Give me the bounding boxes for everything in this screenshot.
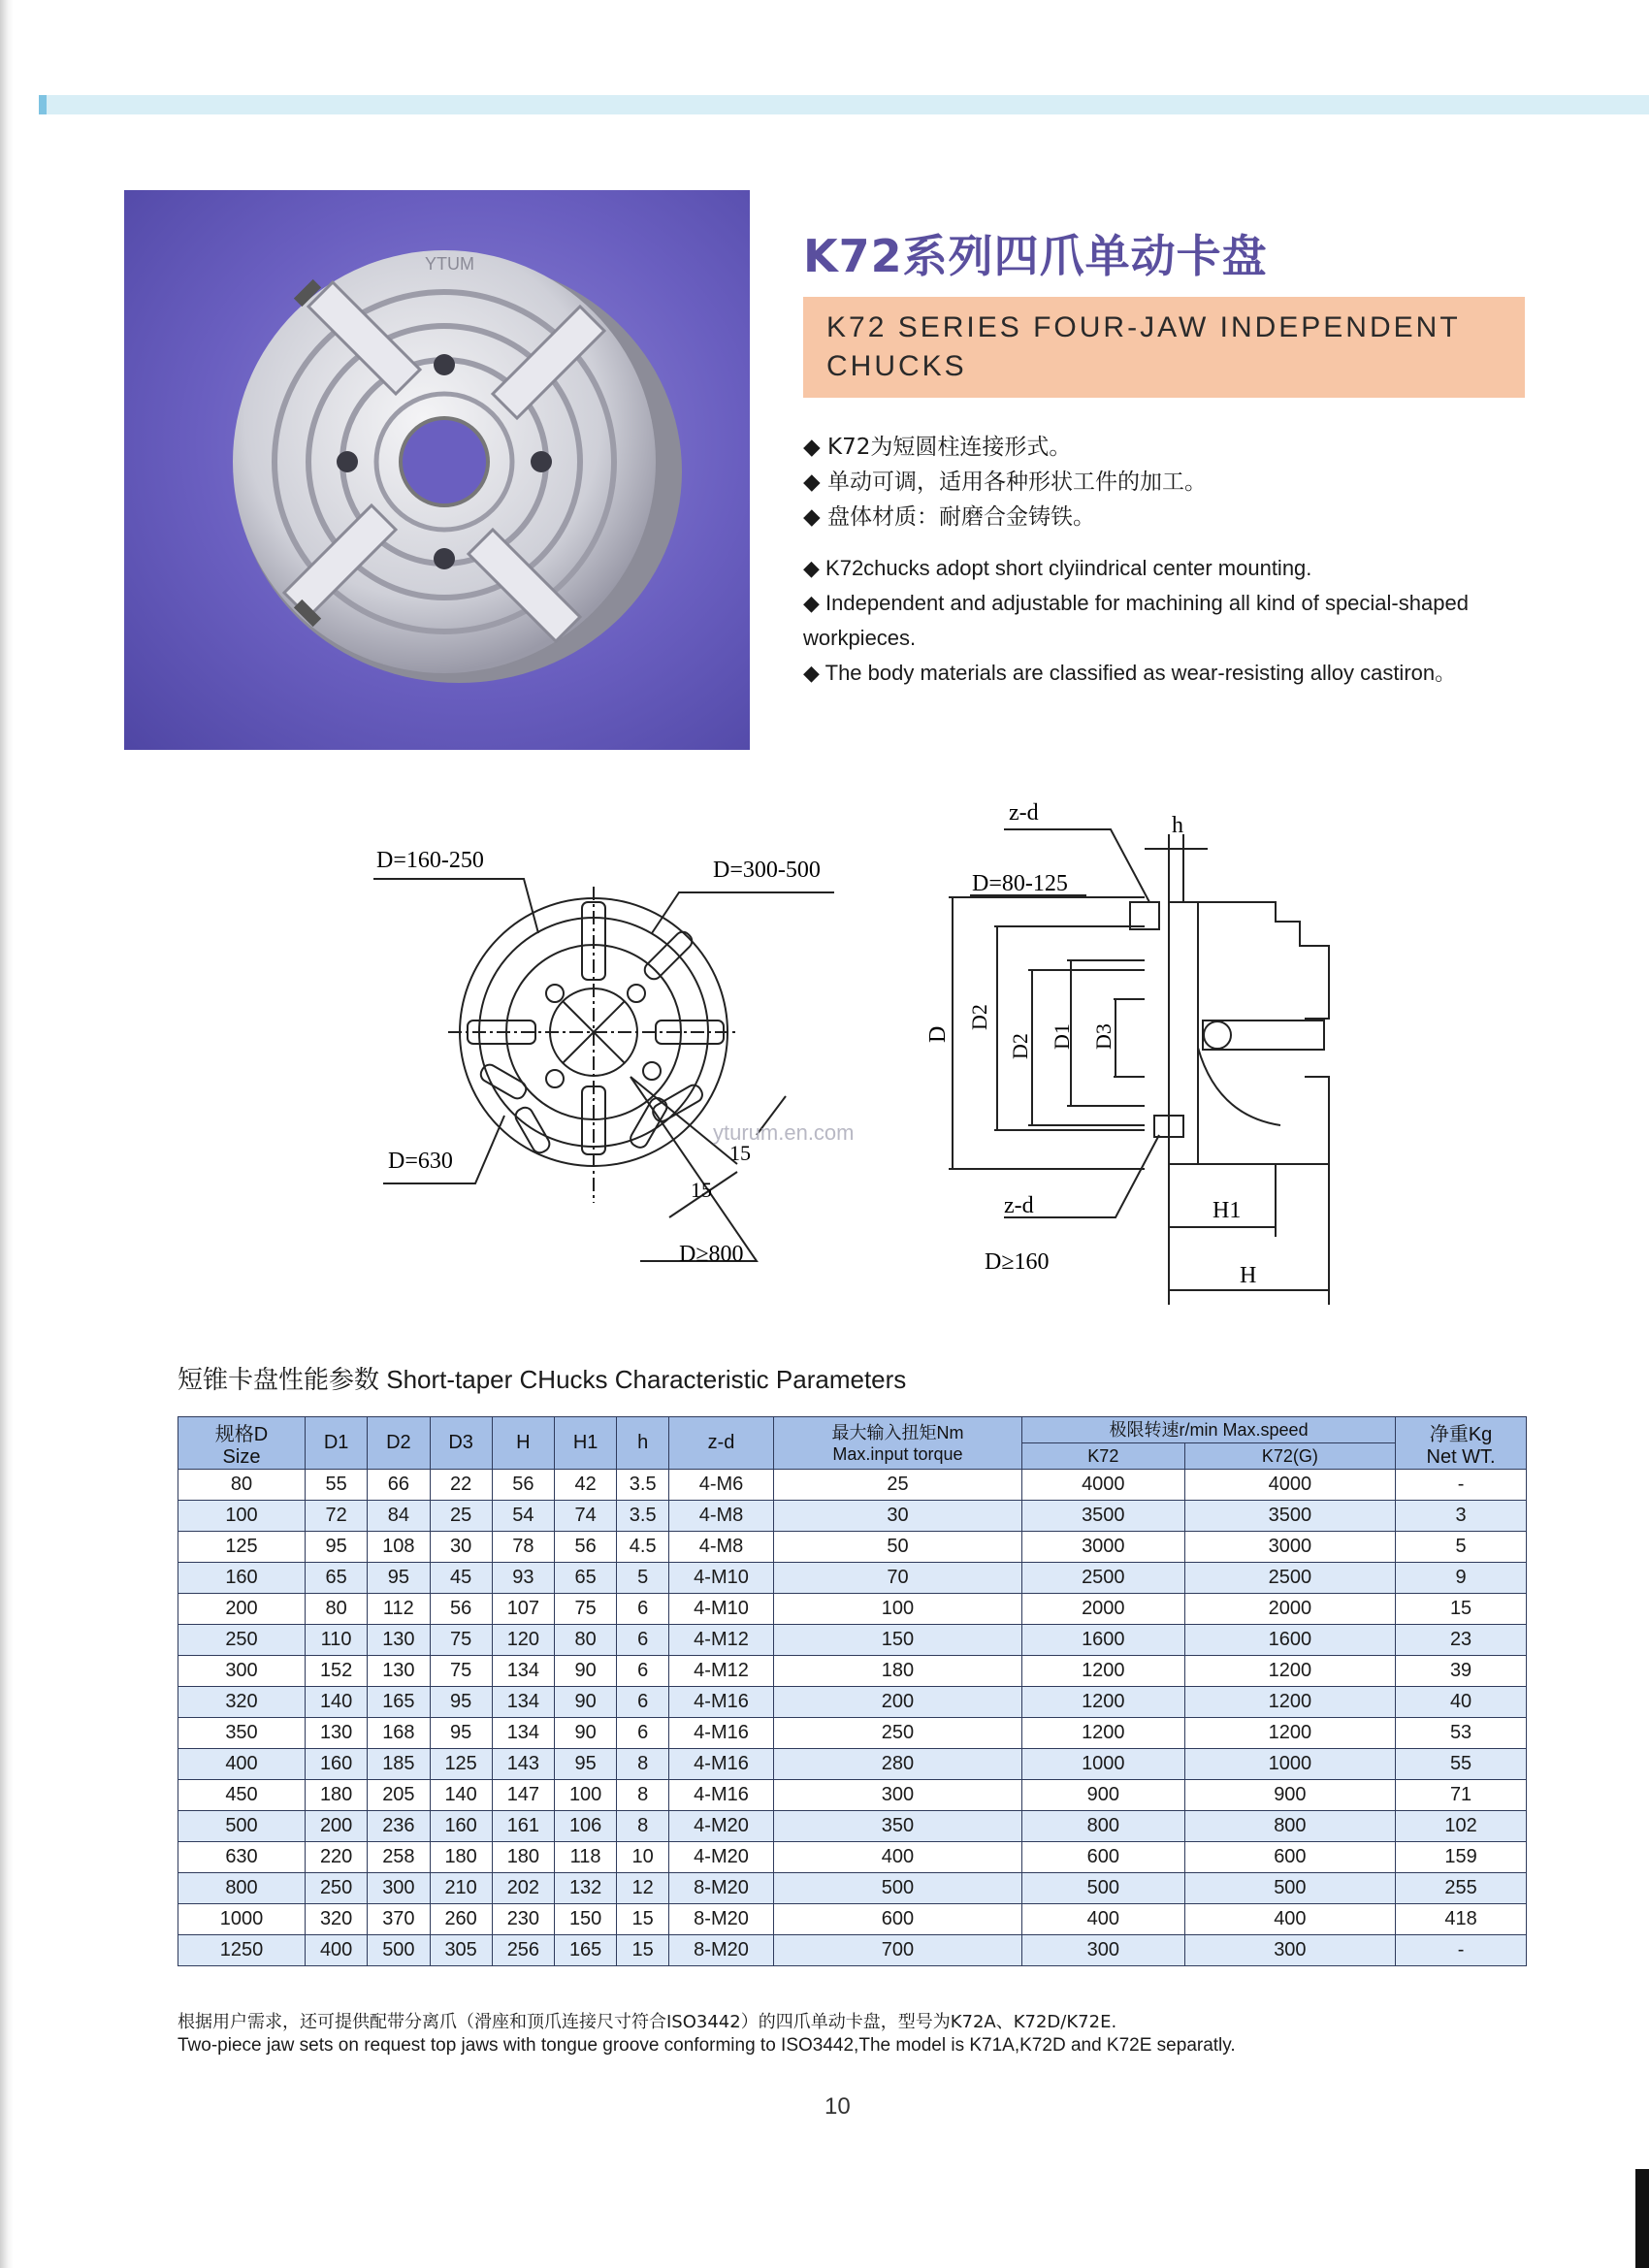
table-cell: 107 <box>492 1594 554 1625</box>
table-cell: 255 <box>1396 1873 1527 1904</box>
table-cell: 53 <box>1396 1718 1527 1749</box>
table-cell: 800 <box>178 1873 306 1904</box>
table-cell: 55 <box>1396 1749 1527 1780</box>
photo-brand: YTUM <box>425 254 474 274</box>
table-cell: 95 <box>306 1532 368 1563</box>
table-cell: 1000 <box>178 1904 306 1935</box>
table-cell: 4-M16 <box>669 1749 774 1780</box>
table-cell: 4-M20 <box>669 1811 774 1842</box>
table-cell: 22 <box>430 1470 492 1501</box>
table-cell: 4-M16 <box>669 1687 774 1718</box>
watermark: yturum.en.com <box>713 1120 855 1145</box>
table-cell: 54 <box>492 1501 554 1532</box>
table-cell: 118 <box>555 1842 617 1873</box>
table-cell: 134 <box>492 1687 554 1718</box>
label-H: H <box>1240 1263 1257 1288</box>
footnote-cn: 根据用户需求，还可提供配带分离爪（滑座和顶爪连接尺寸符合ISO3442）的四爪单动卡盘，型号为K72A、K72D/K72E. <box>178 2012 1117 2032</box>
table-cell: 600 <box>1022 1842 1185 1873</box>
table-cell: 450 <box>178 1780 306 1811</box>
table-cell: 45 <box>430 1563 492 1594</box>
table-cell: 168 <box>368 1718 430 1749</box>
feature-cn-2: ◆ 单动可调，适用各种形状工件的加工。 <box>803 470 1207 495</box>
table-cell: 161 <box>492 1811 554 1842</box>
table-cell: 56 <box>555 1532 617 1563</box>
table-cell: 65 <box>555 1563 617 1594</box>
table-cell: 3000 <box>1184 1532 1396 1563</box>
table-cell: 250 <box>773 1718 1021 1749</box>
table-cell: 75 <box>430 1625 492 1656</box>
table-row <box>178 1470 1527 1501</box>
table-cell: 15 <box>1396 1594 1527 1625</box>
page-number: 10 <box>824 2093 851 2120</box>
table-cell: 900 <box>1184 1780 1396 1811</box>
table-cell: 165 <box>555 1935 617 1966</box>
table-row <box>178 1780 1527 1811</box>
table-cell: 95 <box>555 1749 617 1780</box>
table-cell: 39 <box>1396 1656 1527 1687</box>
table-cell: 102 <box>1396 1811 1527 1842</box>
header-weight-en: Net WT. <box>1426 1445 1496 1468</box>
table-cell: 70 <box>773 1563 1021 1594</box>
parameters-table <box>178 1416 1527 1966</box>
scan-right-edge <box>1635 2169 1649 2268</box>
table-row <box>178 1563 1527 1594</box>
table-cell: 180 <box>492 1842 554 1873</box>
table-row <box>178 1842 1527 1873</box>
table-cell: 160 <box>430 1811 492 1842</box>
table-cell: 370 <box>368 1904 430 1935</box>
table-cell: 4-M8 <box>669 1532 774 1563</box>
header-d1: D1 <box>306 1417 368 1470</box>
table-cell: 160 <box>306 1749 368 1780</box>
table-cell: 250 <box>306 1873 368 1904</box>
header-d2: D2 <box>368 1417 430 1470</box>
table-row <box>178 1811 1527 1842</box>
table-cell: 200 <box>773 1687 1021 1718</box>
table-cell: 12 <box>617 1873 669 1904</box>
label-d-160-250: D=160-250 <box>376 848 484 873</box>
table-cell: 1200 <box>1022 1687 1185 1718</box>
table-cell: 180 <box>773 1656 1021 1687</box>
table-row <box>178 1625 1527 1656</box>
table-cell: 8 <box>617 1811 669 1842</box>
table-cell: 134 <box>492 1718 554 1749</box>
label-d-800: D≥800 <box>679 1242 744 1267</box>
table-cell: 4-M16 <box>669 1718 774 1749</box>
table-cell: 185 <box>368 1749 430 1780</box>
table-cell: 600 <box>1184 1842 1396 1873</box>
table-row <box>178 1501 1527 1532</box>
table-cell: 55 <box>306 1470 368 1501</box>
label-d-160: D≥160 <box>985 1249 1050 1275</box>
table-cell: 125 <box>430 1749 492 1780</box>
table-cell: 418 <box>1396 1904 1527 1935</box>
table-cell: 180 <box>430 1842 492 1873</box>
table-cell: 3000 <box>1022 1532 1185 1563</box>
table-cell: 159 <box>1396 1842 1527 1873</box>
table-cell: 3500 <box>1022 1501 1185 1532</box>
header-weight <box>1396 1417 1527 1470</box>
table-cell: 1200 <box>1184 1656 1396 1687</box>
table-cell: 100 <box>773 1594 1021 1625</box>
table-cell: 15 <box>617 1935 669 1966</box>
label-d-80-125: D=80-125 <box>972 871 1068 896</box>
label-D2a: D2 <box>967 1004 991 1030</box>
table-cell: 134 <box>492 1656 554 1687</box>
feature-cn-3: ◆ 盘体材质：耐磨合金铸铁。 <box>803 504 1095 530</box>
table-cell: 125 <box>178 1532 306 1563</box>
footnote-en: Two-piece jaw sets on request top jaws with tongue groove conforming to ISO3442,The model is K71A,K72D and K72E separatly. <box>178 2035 1236 2056</box>
table-cell: 3.5 <box>617 1501 669 1532</box>
page-title-cn: K72系列四爪单动卡盘 <box>803 230 1268 282</box>
table-cell: 6 <box>617 1656 669 1687</box>
side-view-drawing <box>949 829 1329 1305</box>
table-cell: 4-M20 <box>669 1842 774 1873</box>
table-cell: 2500 <box>1184 1563 1396 1594</box>
table-cell: 305 <box>430 1935 492 1966</box>
table-cell: 95 <box>430 1718 492 1749</box>
table-cell: 4-M12 <box>669 1656 774 1687</box>
table-cell: 1600 <box>1184 1625 1396 1656</box>
table-cell: - <box>1396 1935 1527 1966</box>
table-cell: 200 <box>306 1811 368 1842</box>
table-cell: 4-M10 <box>669 1594 774 1625</box>
table-cell: 106 <box>555 1811 617 1842</box>
table-row <box>178 1594 1527 1625</box>
table-cell: 108 <box>368 1532 430 1563</box>
table-cell: 600 <box>773 1904 1021 1935</box>
table-cell: 1200 <box>1022 1718 1185 1749</box>
table-cell: 80 <box>178 1470 306 1501</box>
table-cell: 350 <box>178 1718 306 1749</box>
feature-en-3: ◆ The body materials are classified as wear-resisting alloy castiron。 <box>803 661 1457 685</box>
table-cell: 56 <box>430 1594 492 1625</box>
table-cell: 90 <box>555 1718 617 1749</box>
table-cell: 140 <box>306 1687 368 1718</box>
table-cell: 4-M16 <box>669 1780 774 1811</box>
table-cell: 8-M20 <box>669 1873 774 1904</box>
table-cell: 72 <box>306 1501 368 1532</box>
table-cell: 165 <box>368 1687 430 1718</box>
table-row <box>178 1904 1527 1935</box>
header-h: h <box>617 1417 669 1470</box>
header-d3: D3 <box>430 1417 492 1470</box>
table-cell: 250 <box>178 1625 306 1656</box>
table-cell: 8-M20 <box>669 1904 774 1935</box>
table-cell: 202 <box>492 1873 554 1904</box>
header-torque <box>773 1417 1021 1470</box>
table-cell: 9 <box>1396 1563 1527 1594</box>
label-zd-top: z-d <box>1009 800 1039 826</box>
table-cell: 23 <box>1396 1625 1527 1656</box>
table-cell: - <box>1396 1470 1527 1501</box>
header-k72: K72 <box>1022 1443 1185 1470</box>
label-D3: D3 <box>1091 1023 1116 1050</box>
table-row <box>178 1687 1527 1718</box>
table-cell: 300 <box>1184 1935 1396 1966</box>
label-h: h <box>1172 813 1183 838</box>
table-cell: 205 <box>368 1780 430 1811</box>
table-cell: 400 <box>306 1935 368 1966</box>
table-cell: 4000 <box>1184 1470 1396 1501</box>
table-title: 短锥卡盘性能参数 Short-taper CHucks Characteristic Parameters <box>178 1365 907 1394</box>
table-cell: 80 <box>555 1625 617 1656</box>
table-cell: 800 <box>1184 1811 1396 1842</box>
table-cell: 90 <box>555 1687 617 1718</box>
table-row <box>178 1656 1527 1687</box>
table-cell: 236 <box>368 1811 430 1842</box>
table-cell: 630 <box>178 1842 306 1873</box>
table-cell: 500 <box>1022 1873 1185 1904</box>
table-cell: 400 <box>1184 1904 1396 1935</box>
header-size <box>178 1417 306 1470</box>
table-cell: 500 <box>178 1811 306 1842</box>
table-cell: 4-M6 <box>669 1470 774 1501</box>
table-cell: 150 <box>555 1904 617 1935</box>
table-cell: 132 <box>555 1873 617 1904</box>
table-cell: 6 <box>617 1687 669 1718</box>
table-row <box>178 1935 1527 1966</box>
table-cell: 200 <box>178 1594 306 1625</box>
table-cell: 3.5 <box>617 1470 669 1501</box>
table-cell: 84 <box>368 1501 430 1532</box>
angle-label-2: 15 <box>691 1178 712 1202</box>
table-cell: 150 <box>773 1625 1021 1656</box>
table-cell: 95 <box>368 1563 430 1594</box>
angle-label-1: 15 <box>729 1141 751 1165</box>
table-cell: 8-M20 <box>669 1935 774 1966</box>
table-cell: 152 <box>306 1656 368 1687</box>
table-cell: 4.5 <box>617 1532 669 1563</box>
table-cell: 180 <box>306 1780 368 1811</box>
table-cell: 1600 <box>1022 1625 1185 1656</box>
table-body <box>178 1470 1527 1966</box>
table-cell: 30 <box>773 1501 1021 1532</box>
table-cell: 2000 <box>1022 1594 1185 1625</box>
label-D: D <box>925 1025 951 1043</box>
table-cell: 6 <box>617 1594 669 1625</box>
table-row <box>178 1749 1527 1780</box>
table-cell: 8 <box>617 1749 669 1780</box>
table-cell: 140 <box>430 1780 492 1811</box>
table-cell: 300 <box>368 1873 430 1904</box>
table-cell: 5 <box>1396 1532 1527 1563</box>
header-torque-cn: 最大输入扭矩Nm <box>831 1422 964 1442</box>
table-cell: 1200 <box>1184 1718 1396 1749</box>
table-cell: 15 <box>617 1904 669 1935</box>
table-cell: 143 <box>492 1749 554 1780</box>
table-cell: 71 <box>1396 1780 1527 1811</box>
table-cell: 700 <box>773 1935 1021 1966</box>
table-cell: 4-M10 <box>669 1563 774 1594</box>
table-cell: 4-M8 <box>669 1501 774 1532</box>
table-cell: 90 <box>555 1656 617 1687</box>
header-size-en: Size <box>222 1445 261 1468</box>
table-cell: 1000 <box>1022 1749 1185 1780</box>
table-cell: 320 <box>178 1687 306 1718</box>
table-cell: 500 <box>368 1935 430 1966</box>
table-cell: 500 <box>1184 1873 1396 1904</box>
label-D2b: D2 <box>1008 1033 1032 1059</box>
table-cell: 800 <box>1022 1811 1185 1842</box>
table-cell: 350 <box>773 1811 1021 1842</box>
table-cell: 42 <box>555 1470 617 1501</box>
header-zd: z-d <box>669 1417 774 1470</box>
table-cell: 258 <box>368 1842 430 1873</box>
table-cell: 400 <box>178 1749 306 1780</box>
label-H1: H1 <box>1212 1198 1242 1223</box>
table-cell: 80 <box>306 1594 368 1625</box>
table-cell: 400 <box>773 1842 1021 1873</box>
table-cell: 4-M12 <box>669 1625 774 1656</box>
header-H: H <box>492 1417 554 1470</box>
table-cell: 130 <box>368 1656 430 1687</box>
table-cell: 50 <box>773 1532 1021 1563</box>
table-cell: 500 <box>773 1873 1021 1904</box>
table-cell: 160 <box>178 1563 306 1594</box>
header-torque-en: Max.input torque <box>832 1443 963 1464</box>
table-cell: 5 <box>617 1563 669 1594</box>
feature-en-2: ◆ Independent and adjustable for machining all kind of special-shaped workpieces. <box>803 591 1469 650</box>
table-cell: 1200 <box>1184 1687 1396 1718</box>
table-cell: 100 <box>555 1780 617 1811</box>
table-row <box>178 1532 1527 1563</box>
table-cell: 25 <box>430 1501 492 1532</box>
header-H1: H1 <box>555 1417 617 1470</box>
table-cell: 66 <box>368 1470 430 1501</box>
table-cell: 120 <box>492 1625 554 1656</box>
label-d-300-500: D=300-500 <box>713 858 821 883</box>
table-cell: 256 <box>492 1935 554 1966</box>
table-cell: 230 <box>492 1904 554 1935</box>
table-cell: 40 <box>1396 1687 1527 1718</box>
table-cell: 75 <box>430 1656 492 1687</box>
header-k72g: K72(G) <box>1184 1443 1396 1470</box>
table-cell: 74 <box>555 1501 617 1532</box>
label-D1: D1 <box>1050 1023 1074 1050</box>
table-cell: 10 <box>617 1842 669 1873</box>
table-cell: 220 <box>306 1842 368 1873</box>
table-cell: 95 <box>430 1687 492 1718</box>
table-row <box>178 1873 1527 1904</box>
table-cell: 1250 <box>178 1935 306 1966</box>
table-cell: 4000 <box>1022 1470 1185 1501</box>
table-cell: 400 <box>1022 1904 1185 1935</box>
table-cell: 65 <box>306 1563 368 1594</box>
table-cell: 147 <box>492 1780 554 1811</box>
table-cell: 6 <box>617 1625 669 1656</box>
feature-en-1: ◆ K72chucks adopt short clyiindrical center mounting. <box>803 556 1312 580</box>
table-cell: 100 <box>178 1501 306 1532</box>
table-cell: 130 <box>368 1625 430 1656</box>
table-cell: 1200 <box>1022 1656 1185 1687</box>
table-cell: 93 <box>492 1563 554 1594</box>
table-cell: 25 <box>773 1470 1021 1501</box>
table-cell: 2000 <box>1184 1594 1396 1625</box>
label-d-630: D=630 <box>388 1149 453 1174</box>
table-cell: 210 <box>430 1873 492 1904</box>
table-cell: 300 <box>1022 1935 1185 1966</box>
table-cell: 3 <box>1396 1501 1527 1532</box>
table-cell: 3500 <box>1184 1501 1396 1532</box>
front-view-drawing <box>373 879 834 1261</box>
header-size-cn: 规格D <box>214 1423 269 1445</box>
table-cell: 300 <box>178 1656 306 1687</box>
table-cell: 900 <box>1022 1780 1185 1811</box>
page-title-en: K72 SERIES FOUR-JAW INDEPENDENT CHUCKS <box>826 311 1461 382</box>
table-cell: 78 <box>492 1532 554 1563</box>
table-cell: 112 <box>368 1594 430 1625</box>
table-cell: 2500 <box>1022 1563 1185 1594</box>
table-cell: 8 <box>617 1780 669 1811</box>
header-speed: 极限转速r/min Max.speed <box>1022 1417 1396 1443</box>
header-weight-cn: 净重Kg <box>1429 1423 1493 1445</box>
table-cell: 1000 <box>1184 1749 1396 1780</box>
table-cell: 280 <box>773 1749 1021 1780</box>
label-zd-bottom: z-d <box>1004 1193 1034 1218</box>
table-cell: 320 <box>306 1904 368 1935</box>
table-cell: 300 <box>773 1780 1021 1811</box>
feature-cn-1: ◆ K72为短圆柱连接形式。 <box>803 435 1072 460</box>
table-cell: 30 <box>430 1532 492 1563</box>
table-cell: 75 <box>555 1594 617 1625</box>
table-row <box>178 1718 1527 1749</box>
table-cell: 6 <box>617 1718 669 1749</box>
table-cell: 130 <box>306 1718 368 1749</box>
table-cell: 56 <box>492 1470 554 1501</box>
table-cell: 260 <box>430 1904 492 1935</box>
table-cell: 110 <box>306 1625 368 1656</box>
